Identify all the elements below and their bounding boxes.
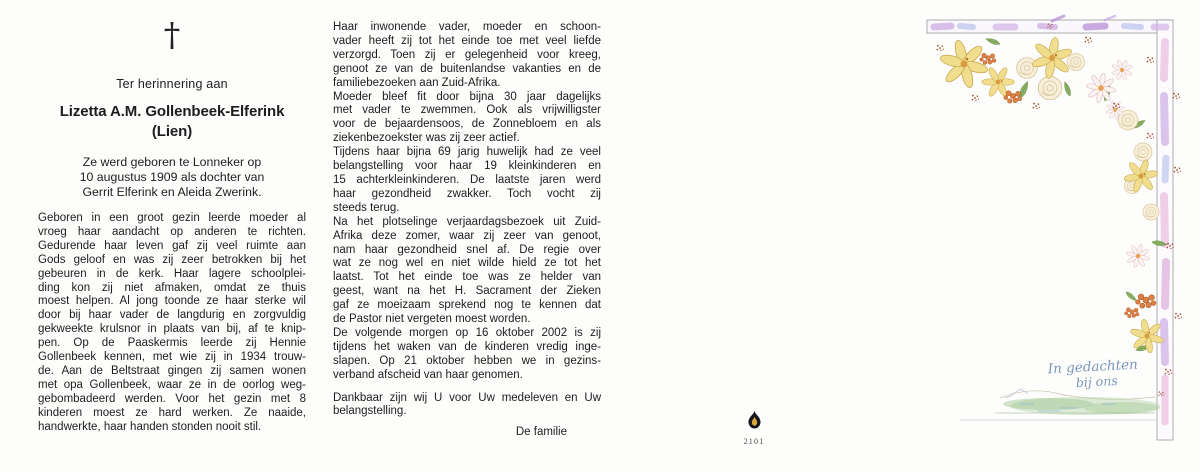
text-line: Na het plotselinge verjaardagsbezoek uit Zuid- xyxy=(333,215,601,228)
paragraph xyxy=(333,146,601,216)
paragraph xyxy=(333,91,601,147)
deceased-name-line: Lizetta A.M. Gollenbeek-Elferink xyxy=(59,103,285,120)
landscape-wash xyxy=(960,389,1160,420)
text-line: kinderen moest ze hard werken. Ze naaide, xyxy=(38,406,306,419)
text-line: familiebezoeken aan Zuid-Afrika. xyxy=(333,76,501,89)
text-line: de. Aan de Beltstraat gingen zij samen wonen xyxy=(38,364,306,377)
text-line: belangstelling voor haar 19 kleinkinderen en xyxy=(333,160,601,173)
printer-mark-number: 2101 xyxy=(743,437,765,446)
floral-border-art xyxy=(900,0,1200,472)
life-story-column-2 xyxy=(333,21,601,440)
text-line: Afrika deze zomer, waar zij zeer van genoot, xyxy=(333,229,601,242)
page-left xyxy=(38,0,306,472)
text-line: moest helpen. Al jong toonde ze haar sterke wil xyxy=(38,295,306,308)
deceased-nickname: (Lien) xyxy=(151,123,193,140)
text-line: haar gezondheid zwakker. Toch vocht zij xyxy=(333,187,601,200)
paragraph xyxy=(333,327,601,383)
text-line: Tijdens haar bijna 69 jarig huwelijk had ze veel xyxy=(333,146,601,159)
text-line: gebombadeerd werden. Voor het gezin met 8 xyxy=(38,392,306,405)
text-line: Gollenbeek kennen, met wie zij in 1934 trouw- xyxy=(38,351,306,364)
text-line: gebeuren in de kerk. Haar lagere schoolplei- xyxy=(38,267,306,280)
text-line: nam haar gezondheid snel af. De regie over xyxy=(333,243,601,256)
text-line: genoot ze van de buitenlandse vakanties en de xyxy=(333,62,601,75)
text-line: laatst. Tot het einde toe was ze helder van xyxy=(333,271,601,284)
text-line: gekweekte krulsnor in plaats van bij, af te knip- xyxy=(38,323,306,336)
text-line: met opa Gollenbeek, waar ze in de oorlog weg- xyxy=(38,378,306,391)
text-line: de Pastor niet vergeten moest worden. xyxy=(333,313,531,326)
text-line: Haar inwonende vader, moeder en schoon- xyxy=(333,21,601,33)
text-line: steeds terug. xyxy=(333,201,400,214)
cover-caption-line2: bij ons xyxy=(1075,372,1119,391)
text-line: Gedurende haar leven gaf zij veel ruimte aan xyxy=(38,239,306,252)
printer-logo-icon xyxy=(746,409,763,431)
paragraph xyxy=(333,216,601,327)
text-line: voor de bejaardensoos, de Zonnebloem en als xyxy=(333,118,601,131)
deceased-name xyxy=(28,102,316,142)
text-line: ding kon zij niet afmaken, omdat ze thuis xyxy=(38,281,306,294)
paragraph xyxy=(333,21,601,91)
cover-caption xyxy=(1046,357,1138,390)
text-line: Dankbaar zijn wij U voor Uw medeleven en Uw xyxy=(333,391,601,404)
life-story-column-1 xyxy=(38,212,306,435)
text-line: Gods geloof en was zij zeer betrokken bij het xyxy=(38,253,306,266)
birth-line: Gerrit Elferink en Aleida Zwerink. xyxy=(82,185,262,200)
text-line: vader heeft zij tot het einde toe met veel liefde xyxy=(333,34,601,47)
printer-mark xyxy=(736,409,772,446)
text-line: De volgende morgen op 16 oktober 2002 is zij xyxy=(333,326,601,339)
text-line: 15 achterkleinkinderen. De laatste jaren werd xyxy=(333,173,601,186)
text-line: verband afscheid van haar genomen. xyxy=(333,368,523,381)
text-line: gaf ze moeizaam sprekend nog te kennen dat xyxy=(333,299,601,312)
text-line: ziekenbezoekster was zij zeer actief. xyxy=(333,132,520,145)
text-line: Geboren in een groot gezin leerde moeder al xyxy=(38,212,306,224)
page-middle xyxy=(333,0,601,472)
text-line: belangstelling. xyxy=(333,405,407,418)
text-line: door bij haar vader de langdurig en zorgvuldig xyxy=(38,309,306,322)
text-line: pen. Op de Paaskermis leerde zij Hennie xyxy=(38,337,306,350)
cover-caption-line1: In gedachten xyxy=(1047,356,1139,378)
birth-line: 10 augustus 1909 als dochter van xyxy=(79,170,265,185)
paragraph xyxy=(333,392,601,420)
intro-text: Ter herinnering aan xyxy=(116,77,228,91)
paragraph xyxy=(38,212,306,435)
text-line: wat ze nog wel en niet wilde hield ze tot het xyxy=(333,257,601,270)
text-line: vroeg haar aandacht op anderen te richten. xyxy=(38,225,306,238)
text-line: geest, want na het H. Sacrament der Zieken xyxy=(333,285,601,298)
text-line: met vader te zwemmen. Ook als vrijwilligster xyxy=(333,104,601,117)
text-line: verzorgd. Toen zij er gelegenheid voor kreeg, xyxy=(333,48,601,61)
birth-line: Ze werd geboren te Lonneker op xyxy=(82,155,262,169)
text-line: Moeder bleef fit door bijna 30 jaar dagelijks xyxy=(333,90,601,103)
text-line: tijdens het waken van de kinderen vredig inge- xyxy=(333,340,601,353)
closing-signature: De familie xyxy=(515,426,567,439)
text-line: handwerkte, haar handen stonden nooit stil. xyxy=(38,420,262,433)
text-line: slapen. Op 21 oktober hebben we in gezins- xyxy=(333,354,601,367)
birth-info xyxy=(38,155,306,201)
cross-icon: † xyxy=(163,15,181,54)
